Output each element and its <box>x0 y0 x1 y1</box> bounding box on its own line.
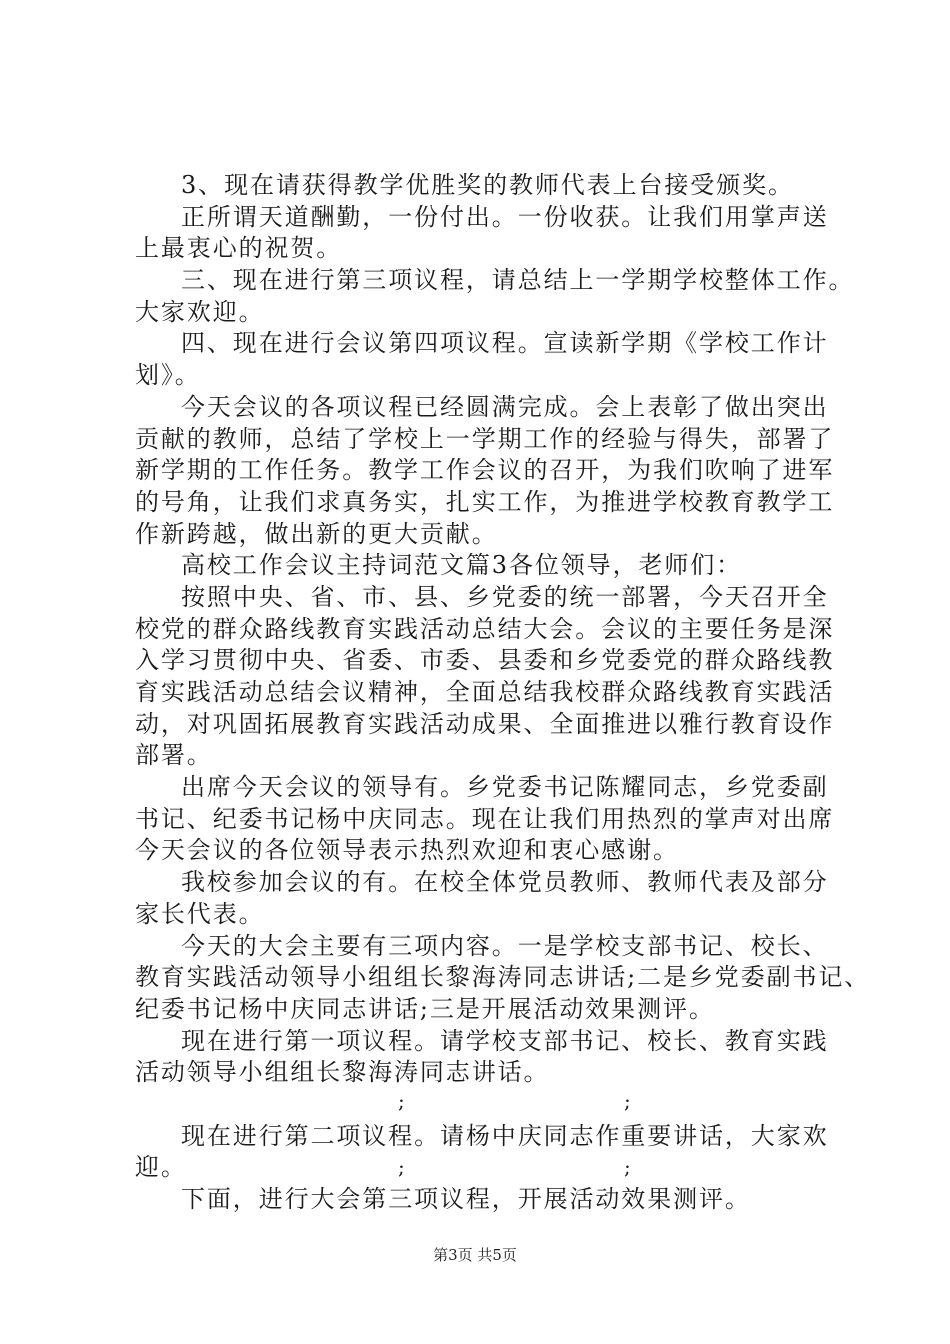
paragraph-line: 校党的群众路线教育实践活动总结大会。会议的主要任务是深 <box>135 614 835 643</box>
paragraph-line: 今天会议的各位领导表示热烈欢迎和衷心感谢。 <box>135 836 679 865</box>
semicolon-mark: ; <box>624 1088 631 1113</box>
paragraph-line: 我校参加会议的有。在校全体党员教师、教师代表及部分 <box>181 868 829 897</box>
paragraph-line: 部署。 <box>135 741 213 770</box>
paragraph-line: 书记、纪委书记杨中庆同志。现在让我们用热烈的掌声对出席 <box>135 804 835 833</box>
paragraph-line: 新学期的工作任务。教学工作会议的召开，为我们吹响了进军 <box>135 456 835 485</box>
semicolon-mark: ; <box>624 1155 633 1180</box>
paragraph-line: 教育实践活动领导小组组长黎海涛同志讲话;二是乡党委副书记、 <box>135 963 871 992</box>
paragraph-line: 现在进行第一项议程。请学校支部书记、校长、教育实践 <box>181 1026 829 1055</box>
paragraph-line: 入学习贯彻中央、省委、市委、县委和乡党委党的群众路线教 <box>135 646 835 675</box>
paragraph-line-with-marks <box>135 1152 835 1184</box>
paragraph-line: 3、现在请获得教学优胜奖的教师代表上台接受颁奖。 <box>181 171 794 199</box>
paragraph-line: 划》。 <box>135 361 201 390</box>
paragraph-line: 动，对巩固拓展教育实践活动成果、全面推进以雅行教育设作 <box>135 709 835 738</box>
paragraph-line: 今天的大会主要有三项内容。一是学校支部书记、校长、 <box>181 931 829 960</box>
paragraph-line: 贡献的教师，总结了学校上一学期工作的经验与得失，部署了 <box>135 424 835 453</box>
section-heading: 高校工作会议主持词范文篇3各位领导，老师们： <box>181 551 743 580</box>
paragraph-line: 的号角，让我们求真务实，扎实工作，为推进学校教育教学工 <box>135 487 835 516</box>
paragraph-line: 四、现在进行会议第四项议程。宣读新学期《学校工作计 <box>181 329 829 358</box>
paragraph-text: 迎。 <box>135 1153 187 1182</box>
paragraph-line: 下面，进行大会第三项议程，开展活动效果测评。 <box>181 1185 751 1213</box>
paragraph-line: 育实践活动总结会议精神，全面总结我校群众路线教育实践活 <box>135 678 835 706</box>
semicolon-mark: ; <box>398 1088 405 1113</box>
paragraph-line: 正所谓天道酬勤，一份付出。一份收获。让我们用掌声送 <box>181 202 829 231</box>
placeholder-line <box>135 1089 835 1121</box>
paragraph-line: 活动领导小组组长黎海涛同志讲话。 <box>135 1058 550 1087</box>
paragraph-line: 上最衷心的祝贺。 <box>135 234 343 263</box>
page-footer: 第3页 共5页 <box>433 1246 517 1264</box>
paragraph-line: 现在进行第二项议程。请杨中庆同志作重要讲话，大家欢 <box>181 1121 829 1150</box>
paragraph-line: 今天会议的各项议程已经圆满完成。会上表彰了做出突出 <box>181 392 829 421</box>
paragraph-line: 大家欢迎。 <box>135 297 265 326</box>
semicolon-mark: ; <box>398 1155 407 1180</box>
paragraph-line: 作新跨越，做出新的更大贡献。 <box>135 519 498 548</box>
paragraph-line: 出席今天会议的领导有。乡党委书记陈耀同志，乡党委副 <box>181 773 829 802</box>
paragraph-line: 三、现在进行第三项议程，请总结上一学期学校整体工作。 <box>181 266 855 295</box>
paragraph-line: 按照中央、省、市、县、乡党委的统一部署，今天召开全 <box>181 582 829 611</box>
paragraph-line: 家长代表。 <box>135 899 265 928</box>
document-body <box>135 170 871 1216</box>
paragraph-line: 纪委书记杨中庆同志讲话;三是开展活动效果测评。 <box>135 994 715 1023</box>
